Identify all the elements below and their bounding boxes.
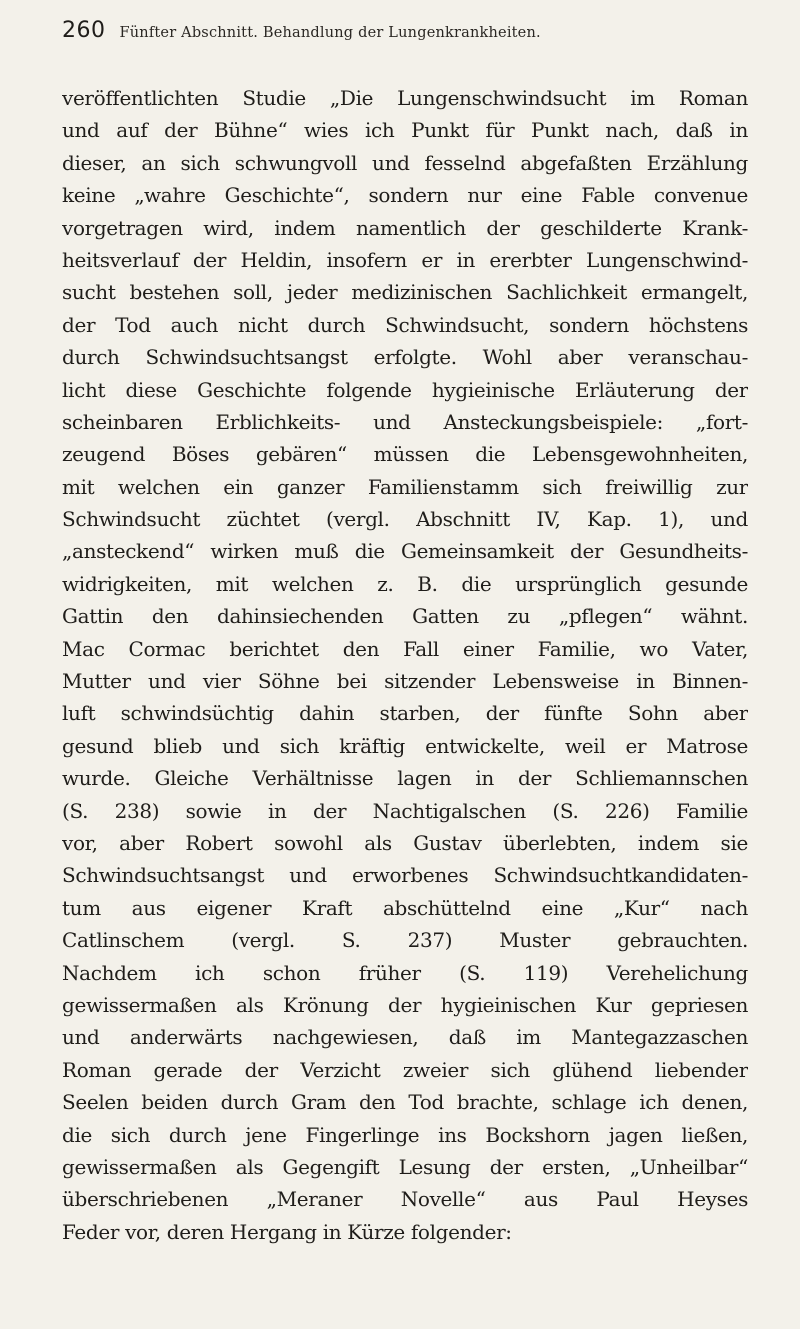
text-line: dieser, an sich schwungvoll und fesselnd abgefaßten Erzählung bbox=[62, 150, 748, 175]
text-line: heitsverlauf der Heldin, insofern er in ererbter Lungenschwind- bbox=[62, 247, 748, 272]
text-line: die sich durch jene Fingerlinge ins Bockshorn jagen ließen, bbox=[62, 1122, 748, 1147]
text-line: Schwindsuchtsangst und erworbenes Schwindsuchtkandidaten- bbox=[62, 863, 748, 888]
text-line: keine „wahre Geschichte“, sondern nur eine Fable convenue bbox=[62, 183, 748, 208]
text-line: luft schwindsüchtig dahin starben, der fünfte Sohn aber bbox=[62, 701, 748, 726]
text-line: überschriebenen „Meraner Novelle“ aus Paul Heyses bbox=[62, 1187, 748, 1212]
text-line: zeugend Böses gebären“ müssen die Lebensgewohnheiten, bbox=[62, 442, 748, 467]
text-line: widrigkeiten, mit welchen z. B. die ursprünglich gesunde bbox=[62, 571, 748, 596]
text-line: Gattin den dahinsiechenden Gatten zu „pflegen“ wähnt. bbox=[62, 604, 748, 629]
text-line: der Tod auch nicht durch Schwindsucht, sondern höchstens bbox=[62, 312, 748, 337]
text-line: Catlinschem (vergl. S. 237) Muster gebrauchten. bbox=[62, 928, 748, 953]
text-line: wurde. Gleiche Verhältnisse lagen in der Schliemannschen bbox=[62, 766, 748, 791]
text-line: durch Schwindsuchtsangst erfolgte. Wohl aber veranschau- bbox=[62, 345, 748, 370]
page-header bbox=[62, 18, 748, 50]
text-line: (S. 238) sowie in der Nachtigalschen (S. 226) Familie bbox=[62, 798, 748, 823]
text-line: veröffentlichten Studie „Die Lungenschwindsucht im Roman bbox=[62, 86, 748, 110]
page-number: 260 bbox=[62, 18, 106, 43]
text-line: gewissermaßen als Krönung der hygieinischen Kur gepriesen bbox=[62, 992, 748, 1017]
text-line: und anderwärts nachgewiesen, daß im Mantegazzaschen bbox=[62, 1025, 748, 1050]
text-line: Mac Cormac berichtet den Fall einer Familie, wo Vater, bbox=[62, 636, 748, 661]
text-line: sucht bestehen soll, jeder medizinischen Sachlichkeit ermangelt, bbox=[62, 280, 748, 305]
text-line: gesund blieb und sich kräftig entwickelte, weil er Matrose bbox=[62, 733, 748, 758]
text-line: und auf der Bühne“ wies ich Punkt für Punkt nach, daß in bbox=[62, 118, 748, 143]
text-line: scheinbaren Erblichkeits- und Ansteckungsbeispiele: „fort- bbox=[62, 409, 748, 434]
running-head: Fünfter Abschnitt. Behandlung der Lungenkrankheiten. bbox=[119, 25, 541, 41]
text-line: gewissermaßen als Gegengift Lesung der ersten, „Unheilbar“ bbox=[62, 1154, 748, 1179]
text-line: Schwindsucht züchtet (vergl. Abschnitt IV, Kap. 1), und bbox=[62, 507, 748, 532]
text-line: Seelen beiden durch Gram den Tod brachte, schlage ich denen, bbox=[62, 1090, 748, 1115]
text-line: Feder vor, deren Hergang in Kürze folgender: bbox=[62, 1219, 512, 1244]
text-line: licht diese Geschichte folgende hygieinische Erläuterung der bbox=[62, 377, 748, 402]
text-line: „ansteckend“ wirken muß die Gemeinsamkeit der Gesundheits- bbox=[62, 539, 748, 564]
text-line: Mutter und vier Söhne bei sitzender Lebensweise in Binnen- bbox=[62, 669, 748, 694]
text-line: vorgetragen wird, indem namentlich der geschilderte Krank- bbox=[62, 215, 748, 240]
text-line: mit welchen ein ganzer Familienstamm sich freiwillig zur bbox=[62, 474, 748, 499]
text-line: Roman gerade der Verzicht zweier sich glühend liebender bbox=[62, 1057, 748, 1082]
text-line: vor, aber Robert sowohl als Gustav überlebten, indem sie bbox=[62, 830, 748, 855]
body-text bbox=[62, 82, 748, 1248]
text-line: Nachdem ich schon früher (S. 119) Verehelichung bbox=[62, 960, 748, 985]
text-line: tum aus eigener Kraft abschüttelnd eine „Kur“ nach bbox=[62, 895, 748, 920]
